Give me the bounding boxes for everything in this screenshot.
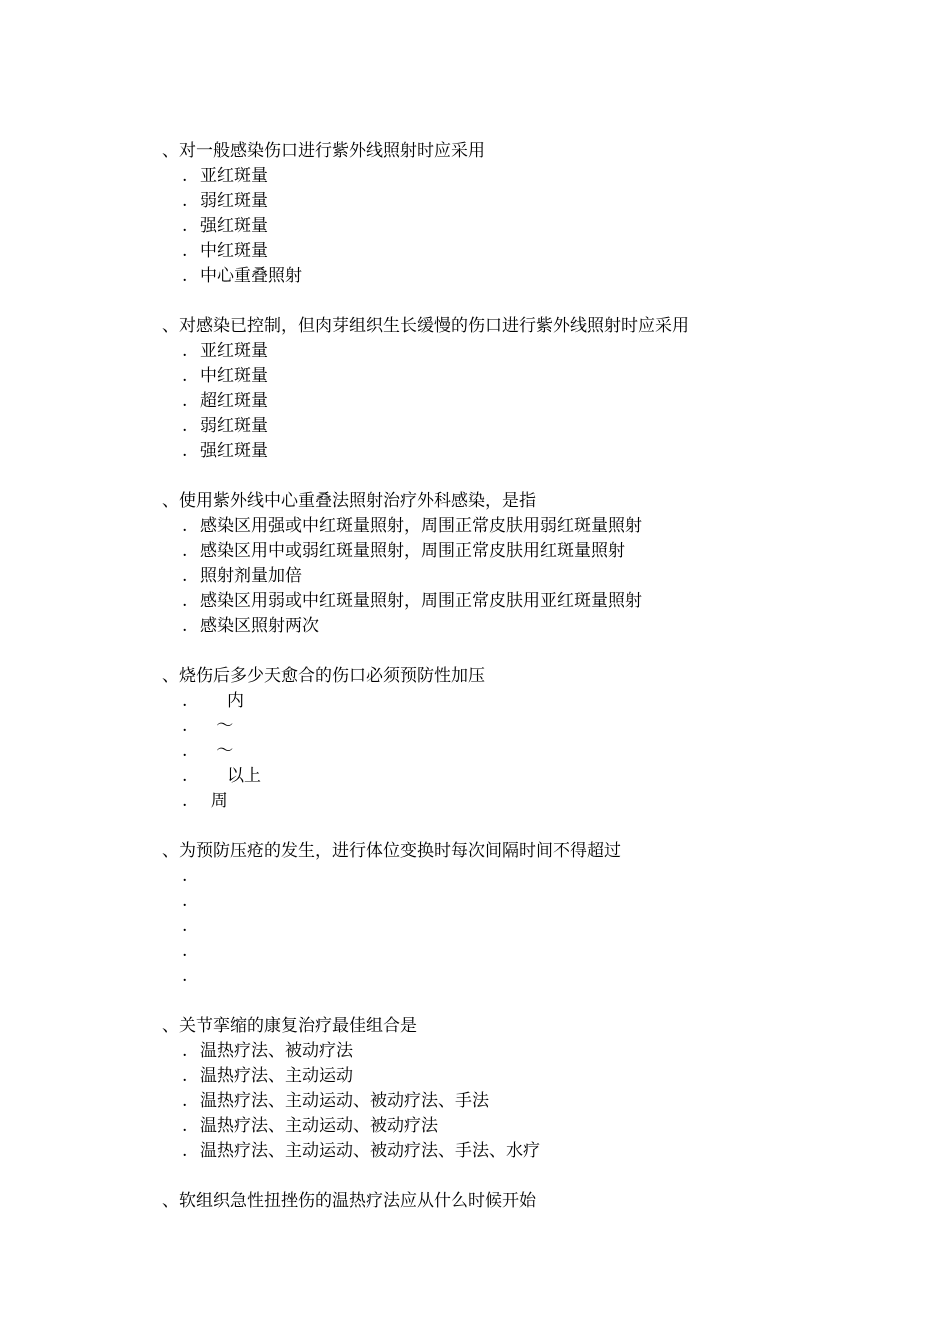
option-item <box>162 1089 922 1114</box>
option-item <box>162 539 922 564</box>
option-text: 照射剂量加倍 <box>200 566 302 586</box>
option-text: 内 <box>200 691 245 711</box>
option-item <box>162 1064 922 1089</box>
option-marker: . <box>182 1091 188 1111</box>
option-text: 周 <box>200 791 228 811</box>
option-text: 弱红斑量 <box>200 416 268 436</box>
option-marker: . <box>182 766 188 786</box>
option-item <box>162 189 922 214</box>
option-item <box>162 164 922 189</box>
option-marker: . <box>182 341 188 361</box>
option-marker: . <box>182 716 188 736</box>
option-item <box>162 789 922 814</box>
option-marker: . <box>182 241 188 261</box>
option-marker: . <box>182 741 188 761</box>
option-item <box>162 439 922 464</box>
option-item <box>162 1114 922 1139</box>
option-marker: . <box>182 691 188 711</box>
question-block <box>162 489 922 639</box>
question-text: 、使用紫外线中心重叠法照射治疗外科感染，是指 <box>162 491 536 511</box>
option-marker: . <box>182 416 188 436</box>
option-item <box>162 239 922 264</box>
option-text: 中心重叠照射 <box>200 266 302 286</box>
option-marker: . <box>182 191 188 211</box>
option-item <box>162 614 922 639</box>
option-marker: . <box>182 941 188 961</box>
option-item <box>162 1039 922 1064</box>
question-list <box>162 139 922 1214</box>
option-text: 以上 <box>200 766 262 786</box>
option-marker: . <box>182 441 188 461</box>
option-marker: . <box>182 366 188 386</box>
option-text: 中红斑量 <box>200 366 268 386</box>
option-item <box>162 389 922 414</box>
option-text: 温热疗法、被动疗法 <box>200 1041 353 1061</box>
option-text: 感染区用弱或中红斑量照射，周围正常皮肤用亚红斑量照射 <box>200 591 642 611</box>
question-block <box>162 1189 922 1214</box>
option-text: 温热疗法、主动运动、被动疗法 <box>200 1116 438 1136</box>
question-text: 、关节挛缩的康复治疗最佳组合是 <box>162 1016 417 1036</box>
option-text: 强红斑量 <box>200 441 268 461</box>
option-marker: . <box>182 1041 188 1061</box>
question-block <box>162 139 922 289</box>
option-marker: . <box>182 1066 188 1086</box>
option-item <box>162 564 922 589</box>
option-marker: . <box>182 1116 188 1136</box>
option-text: 温热疗法、主动运动、被动疗法、手法 <box>200 1091 489 1111</box>
option-item <box>162 914 922 939</box>
question-block <box>162 839 922 989</box>
option-marker: . <box>182 916 188 936</box>
option-marker: . <box>182 216 188 236</box>
question-block <box>162 1014 922 1164</box>
option-item <box>162 764 922 789</box>
option-text: 超红斑量 <box>200 391 268 411</box>
option-marker: . <box>182 966 188 986</box>
option-item <box>162 414 922 439</box>
option-text: 亚红斑量 <box>200 166 268 186</box>
question-text: 、烧伤后多少天愈合的伤口必须预防性加压 <box>162 666 485 686</box>
option-text: 强红斑量 <box>200 216 268 236</box>
question-text: 、为预防压疮的发生，进行体位变换时每次间隔时间不得超过 <box>162 841 621 861</box>
option-text: ～ <box>200 716 234 736</box>
option-text: ～ <box>200 741 234 761</box>
question-block <box>162 664 922 814</box>
option-text: 感染区照射两次 <box>200 616 319 636</box>
option-marker: . <box>182 566 188 586</box>
option-text: 温热疗法、主动运动、被动疗法、手法、水疗 <box>200 1141 540 1161</box>
option-marker: . <box>182 391 188 411</box>
option-marker: . <box>182 791 188 811</box>
option-item <box>162 939 922 964</box>
option-item <box>162 739 922 764</box>
question-text: 、对一般感染伤口进行紫外线照射时应采用 <box>162 141 485 161</box>
option-item <box>162 264 922 289</box>
option-item <box>162 589 922 614</box>
option-item <box>162 514 922 539</box>
option-item <box>162 339 922 364</box>
option-item <box>162 1139 922 1164</box>
option-item <box>162 214 922 239</box>
option-marker: . <box>182 616 188 636</box>
option-item <box>162 864 922 889</box>
option-marker: . <box>182 266 188 286</box>
option-item <box>162 889 922 914</box>
question-block <box>162 314 922 464</box>
option-item <box>162 689 922 714</box>
option-text: 弱红斑量 <box>200 191 268 211</box>
option-marker: . <box>182 166 188 186</box>
option-item <box>162 964 922 989</box>
option-marker: . <box>182 591 188 611</box>
question-text: 、对感染已控制，但肉芽组织生长缓慢的伤口进行紫外线照射时应采用 <box>162 316 689 336</box>
option-text: 温热疗法、主动运动 <box>200 1066 353 1086</box>
option-text: 感染区用中或弱红斑量照射，周围正常皮肤用红斑量照射 <box>200 541 625 561</box>
question-text: 、软组织急性扭挫伤的温热疗法应从什么时候开始 <box>162 1191 536 1211</box>
option-marker: . <box>182 866 188 886</box>
option-marker: . <box>182 541 188 561</box>
option-text: 亚红斑量 <box>200 341 268 361</box>
option-text: 中红斑量 <box>200 241 268 261</box>
option-marker: . <box>182 891 188 911</box>
option-item <box>162 364 922 389</box>
option-marker: . <box>182 1141 188 1161</box>
option-text: 感染区用强或中红斑量照射，周围正常皮肤用弱红斑量照射 <box>200 516 642 536</box>
option-item <box>162 714 922 739</box>
option-marker: . <box>182 516 188 536</box>
